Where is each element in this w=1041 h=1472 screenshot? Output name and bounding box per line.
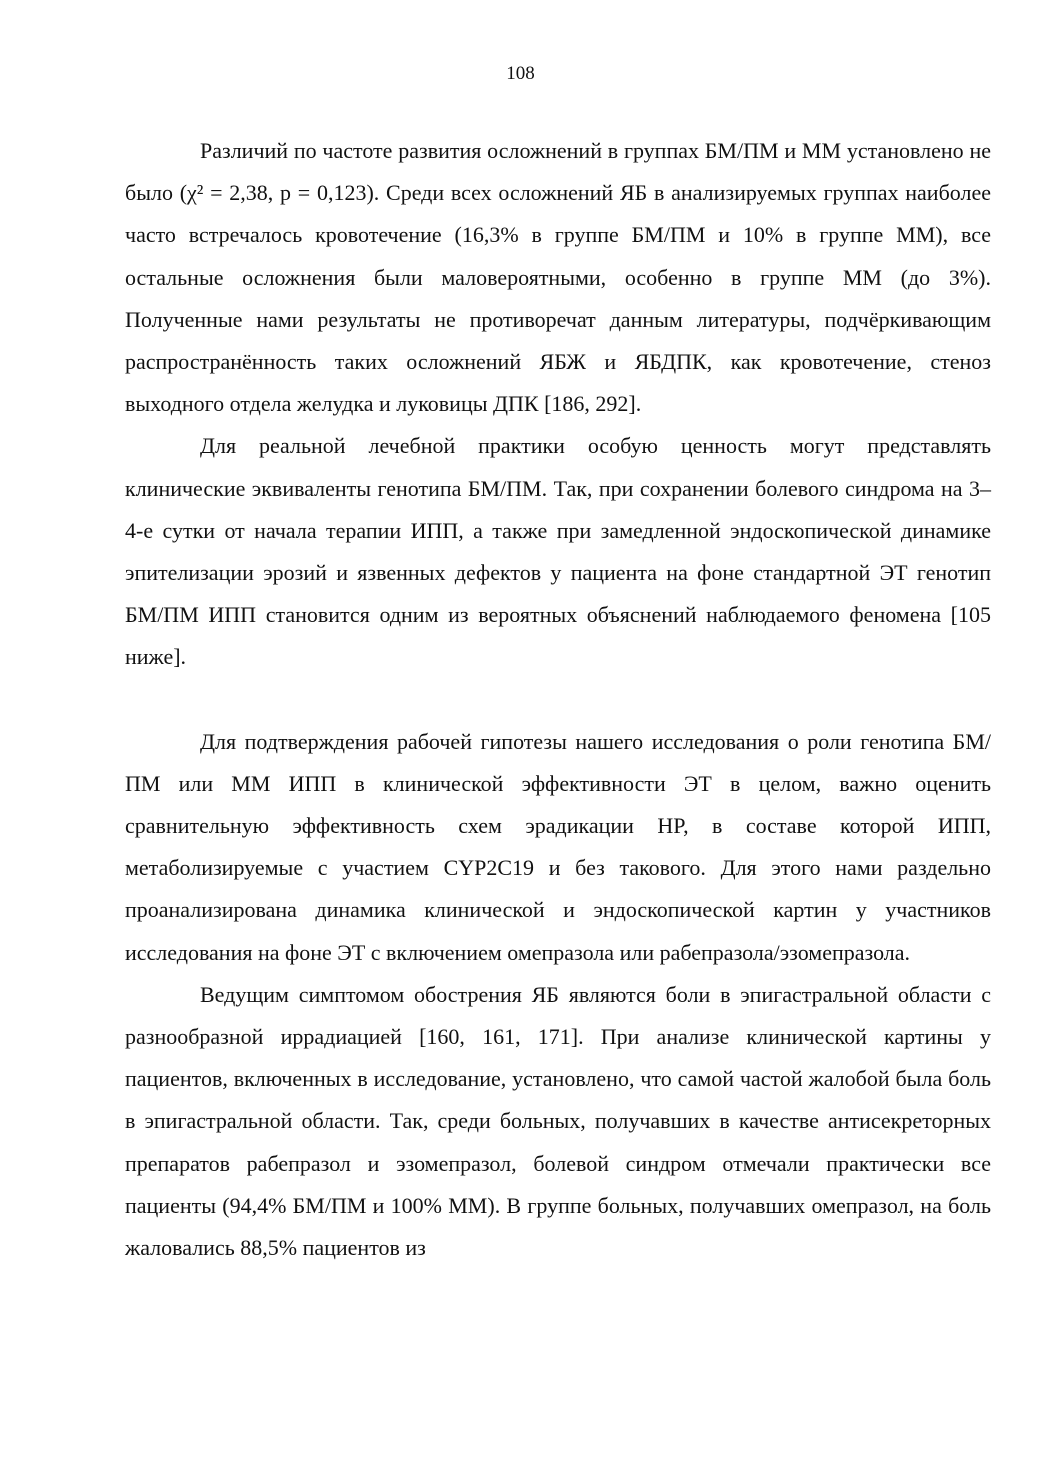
paragraph-gap bbox=[125, 679, 991, 721]
page-number: 108 bbox=[506, 63, 535, 84]
paragraph-hypothesis: Для подтверждения рабочей гипотезы нашего исследования о роли генотипа БМ/ПМ или ММ ИПП в клинической эффективности ЭТ в целом, важно оценить сравнительную эффективность схем эрадикации HP, в составе которой ИПП, метаболизируемые с участием CYP2C19 и без такового. Для этого нами раздельно проанализирована динамика клинической и эндоскопической картин у участников исследования на фоне ЭТ с включением омепразола или рабепразола/эзомепразола. bbox=[125, 728, 991, 965]
paragraph-complications: Различий по частоте развития осложнений в группах БМ/ПМ и ММ установлено не было (χ² = 2,38, p = 0,123). Среди всех осложнений ЯБ в анализируемых группах наиболее часто встречалось кровотечение (16,3% в группе БМ/ПМ и 10% в группе ММ), все остальные осложнения были маловероятными, особенно в группе ММ (до 3%). Полученные нами результаты не противоречат данным литературы, подчёркивающим распространённость таких осложнений ЯБЖ и ЯБДПК, как кровотечение, стеноз выходного отдела желудка и луковицы ДПК [186, 292]. bbox=[125, 138, 991, 417]
paragraph-pain-symptom: Ведущим симптомом обострения ЯБ являются боли в эпигастральной области с разнообразной иррадиацией [160, 161, 171]. При анализе клинической картины у пациентов, включенных в исследование, установлено, что самой частой жалобой была боль в эпигастральной области. Так, среди больных, получавших в качестве антисекреторных препаратов рабепразол и эзомепразол, болевой синдром отмечали практически все пациенты (94,4% БМ/ПМ и 100% ММ). В группе больных, получавших омепразол, на боль жаловались 88,5% пациентов из bbox=[125, 981, 991, 1261]
paragraph-clinical-equivalents: Для реальной лечебной практики особую ценность могут представлять клинические эквиваленты генотипа БМ/ПМ. Так, при сохранении болевого синдрома на 3–4-е сутки от начала терапии ИПП, а также при замедленной эндоскопической динамике эпителизации эрозий и язвенных дефектов у пациента на фоне стандартной ЭТ генотип БМ/ПМ ИПП становится одним из вероятных объяснений наблюдаемого феномена [105 ниже]. bbox=[125, 433, 991, 670]
body-text bbox=[125, 130, 991, 1269]
